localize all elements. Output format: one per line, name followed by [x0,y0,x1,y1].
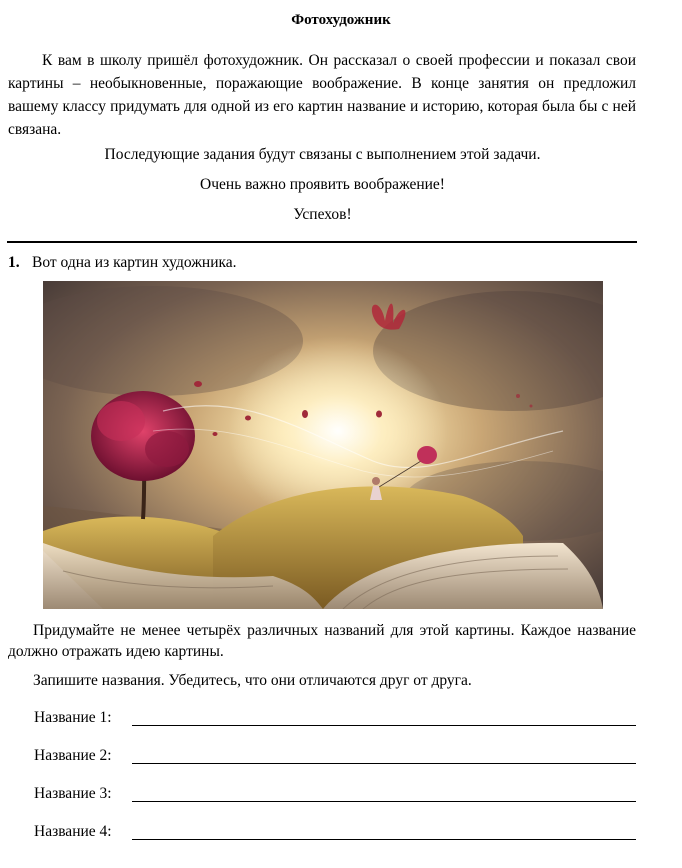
name-field-4[interactable] [34,819,636,843]
task-1 [8,254,237,272]
name-field-3[interactable] [34,781,636,805]
name-answer-line[interactable] [132,725,636,727]
name-answer-line[interactable] [132,839,636,841]
name-answer-line[interactable] [132,801,636,803]
subsequent-tasks-note: Последующие задания будут связаны с выполнением этой задачи. [104,146,541,163]
task-text: Вот одна из картин художника. [32,254,237,271]
name-field-label: Название 4: [34,823,112,840]
name-field-label: Название 2: [34,747,112,764]
name-field-label: Название 3: [34,785,112,802]
name-field-1[interactable] [34,705,636,729]
intro-paragraph: К вам в школу пришёл фотохудожник. Он рассказал о своей профессии и показал свои картины – необыкновенные, поражающие воображение. В конце занятия он предложил вашему классу придумать для одной из его картин название и историю, которая была бы с ней связана. [8,52,636,138]
imagination-note: Очень важно проявить воображение! [200,176,445,193]
task-number: 1. [8,254,20,271]
instruction-paragraph: Придумайте не менее четырёх различных названий для этой картины. Каждое название должно отражать идею картины. [8,622,636,660]
name-field-2[interactable] [34,743,636,767]
write-names-paragraph: Запишите названия. Убедитесь, что они отличаются друг от друга. [33,672,472,689]
artwork-image [43,281,603,609]
name-answer-line[interactable] [132,763,636,765]
name-field-label: Название 1: [34,709,112,726]
good-luck-note: Успехов! [293,206,352,223]
document-title: Фотохудожник [291,12,391,28]
section-divider [7,241,637,243]
